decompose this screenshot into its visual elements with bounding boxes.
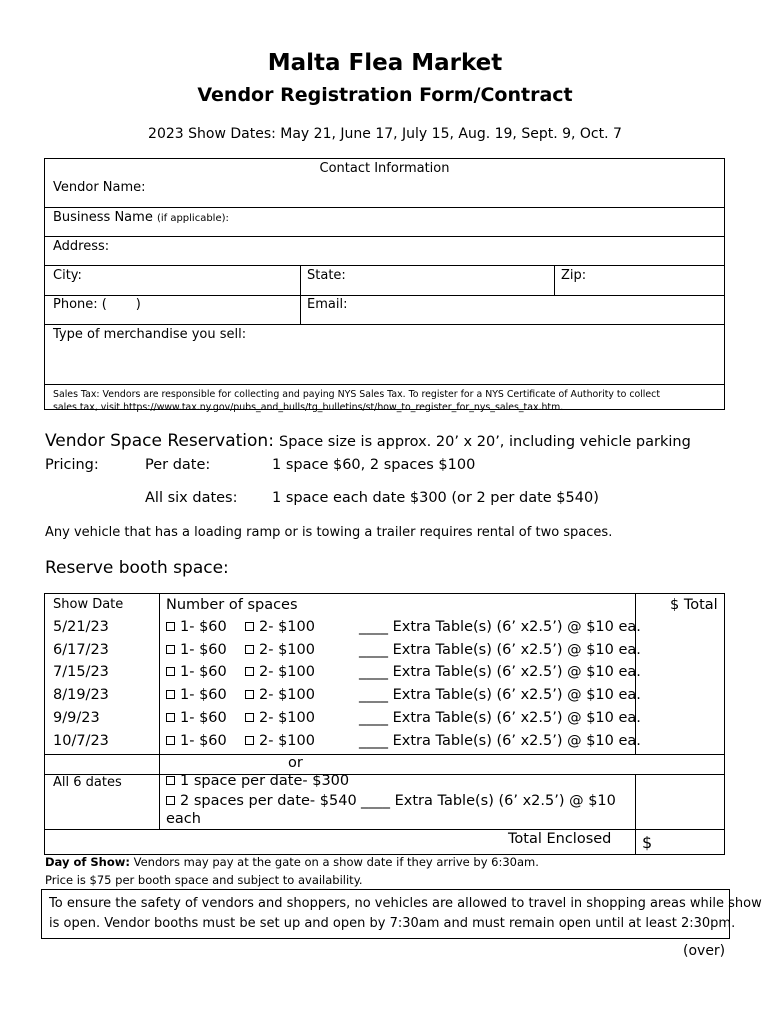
page-subtitle: Vendor Registration Form/Contract: [197, 84, 573, 106]
booth-row-date: 5/21/23: [53, 619, 109, 635]
reservation-heading-line: [45, 431, 691, 451]
safety-line-2: is open. Vendor booths must be set up and open by 7:30am and must remain open until at least 2:30pm.: [49, 916, 736, 931]
booth-row-option-2-label: 2- $100: [259, 709, 315, 726]
vehicle-note: Any vehicle that has a loading ramp or is towing a trailer requires rental of two spaces.: [45, 525, 613, 540]
sales-tax-line-2: sales tax, visit https://www.tax.ny.gov/pubs_and_bulls/tg_bulletins/st/how_to_register_for_nys_sales_tax.htm.: [53, 402, 564, 413]
phone-field[interactable]: Phone: ( ): [53, 297, 141, 312]
booth-row-option-1[interactable]: [166, 642, 227, 658]
checkbox-icon[interactable]: [245, 645, 254, 654]
booth-row-extra-table[interactable]: ____ Extra Table(s) (6’ x2.5’) @ $10 ea.: [359, 709, 641, 726]
day-of-show-text: Vendors may pay at the gate on a show date if they arrive by 6:30am.: [133, 855, 539, 869]
sales-tax-line-1: Sales Tax: Vendors are responsible for collecting and paying NYS Sales Tax. To register for a NYS Certificate of Authority to collect: [53, 389, 661, 400]
email-field[interactable]: Email:: [307, 297, 348, 312]
col-number-of-spaces: Number of spaces: [166, 597, 298, 613]
over-note: (over): [683, 943, 726, 959]
booth-row-option-1-label: 1- $60: [180, 732, 227, 749]
checkbox-icon[interactable]: [245, 736, 254, 745]
checkbox-icon[interactable]: [245, 713, 254, 722]
day-of-show-note: [45, 855, 539, 869]
booth-row-option-1-label: 1- $60: [180, 709, 227, 726]
booth-row-option-1[interactable]: [166, 664, 227, 680]
booth-row-date: 6/17/23: [53, 641, 109, 658]
booth-table: [44, 593, 725, 855]
booth-row-option-2[interactable]: [245, 687, 315, 703]
booth-row-extra-table[interactable]: ____ Extra Table(s) (6’ x2.5’) @ $10 ea.: [359, 687, 641, 704]
col-total: $ Total: [670, 597, 718, 613]
checkbox-icon[interactable]: [166, 736, 175, 745]
checkbox-icon[interactable]: [245, 667, 254, 676]
pricing-label: Pricing:: [45, 457, 99, 473]
booth-row-option-2-label: 2- $100: [259, 732, 315, 749]
business-name-field[interactable]: [53, 210, 229, 225]
booth-heading: Reserve booth space:: [45, 558, 229, 578]
merchandise-field[interactable]: Type of merchandise you sell:: [53, 327, 247, 342]
checkbox-icon[interactable]: [166, 776, 175, 785]
booth-row-option-2-label: 2- $100: [259, 664, 315, 681]
booth-row-option-1-label: 1- $60: [180, 641, 227, 658]
address-field[interactable]: Address:: [53, 239, 110, 254]
all-dates-option-1[interactable]: [166, 773, 349, 789]
all-dates-option-2-label: 2 spaces per date- $540: [180, 793, 357, 809]
checkbox-icon[interactable]: [166, 645, 175, 654]
booth-row-option-2[interactable]: [245, 664, 315, 680]
business-name-label: Business Name: [53, 210, 153, 225]
booth-row-option-1-label: 1- $60: [180, 664, 227, 681]
booth-row-extra-table[interactable]: ____ Extra Table(s) (6’ x2.5’) @ $10 ea.: [359, 664, 641, 681]
or-label: or: [288, 755, 303, 771]
checkbox-icon[interactable]: [245, 622, 254, 631]
booth-row-date: 9/9/23: [53, 709, 100, 726]
business-name-note: (if applicable):: [156, 213, 229, 224]
checkbox-icon[interactable]: [166, 622, 175, 631]
col-show-date: Show Date: [53, 597, 124, 612]
booth-row-date: 8/19/23: [53, 687, 109, 704]
booth-row-extra-table[interactable]: ____ Extra Table(s) (6’ x2.5’) @ $10 ea.: [359, 641, 641, 658]
booth-row-extra-table[interactable]: ____ Extra Table(s) (6’ x2.5’) @ $10 ea.: [359, 732, 641, 749]
price-note: Price is $75 per booth space and subject to availability.: [45, 873, 363, 887]
total-enclosed-label: Total Enclosed: [508, 831, 612, 847]
sales-tax-note: [53, 388, 660, 414]
booth-row-option-1[interactable]: [166, 619, 227, 635]
booth-row-option-2-label: 2- $100: [259, 687, 315, 704]
booth-row-option-1[interactable]: [166, 687, 227, 703]
page-title: Malta Flea Market: [267, 50, 503, 76]
contact-heading: Contact Information: [319, 161, 450, 176]
contact-table: [44, 158, 725, 413]
all-6-dates-label: All 6 dates: [53, 775, 122, 790]
all-dates-option-2[interactable]: [166, 793, 357, 809]
state-field[interactable]: State:: [307, 268, 346, 283]
per-date-price: 1 space $60, 2 spaces $100: [272, 457, 476, 473]
booth-row-option-1[interactable]: [166, 710, 227, 726]
booth-row-option-2[interactable]: [245, 710, 315, 726]
total-dollar-sign: $: [642, 833, 653, 852]
booth-row-date: 10/7/23: [53, 732, 109, 749]
all-dates-price: 1 space each date $300 (or 2 per date $540): [272, 490, 599, 506]
booth-row-extra-table[interactable]: ____ Extra Table(s) (6’ x2.5’) @ $10 ea.: [359, 619, 641, 635]
booth-row-option-1[interactable]: [166, 733, 227, 749]
show-dates: 2023 Show Dates: May 21, June 17, July 15, Aug. 19, Sept. 9, Oct. 7: [148, 126, 622, 142]
zip-field[interactable]: Zip:: [561, 268, 587, 283]
checkbox-icon[interactable]: [166, 713, 175, 722]
per-date-label: Per date:: [145, 457, 211, 473]
each-label: each: [166, 811, 201, 827]
all-dates-extra-table[interactable]: ____ Extra Table(s) (6’ x2.5’) @ $10: [361, 793, 616, 809]
reservation-heading: Vendor Space Reservation:: [45, 431, 274, 451]
city-field[interactable]: City:: [53, 268, 82, 283]
booth-row-option-2[interactable]: [245, 619, 315, 635]
checkbox-icon[interactable]: [166, 690, 175, 699]
checkbox-icon[interactable]: [245, 690, 254, 699]
booth-row-option-2-label: 2- $100: [259, 619, 315, 635]
safety-notice: [41, 889, 762, 939]
booth-row-date: 7/15/23: [53, 664, 109, 681]
booth-row-option-2-label: 2- $100: [259, 641, 315, 658]
checkbox-icon[interactable]: [166, 796, 175, 805]
booth-row-option-1-label: 1- $60: [180, 619, 227, 635]
safety-line-1: To ensure the safety of vendors and shoppers, no vehicles are allowed to travel in shopping areas while show: [49, 896, 762, 911]
vendor-name-field[interactable]: Vendor Name:: [53, 180, 146, 195]
space-size-note: Space size is approx. 20’ x 20’, including vehicle parking: [279, 434, 691, 450]
booth-row-option-2[interactable]: [245, 733, 315, 749]
all-dates-option-1-label: 1 space per date- $300: [180, 773, 350, 789]
day-of-show-label: Day of Show:: [45, 855, 130, 869]
all-dates-label: All six dates:: [145, 490, 238, 506]
booth-row-option-1-label: 1- $60: [180, 687, 227, 704]
checkbox-icon[interactable]: [166, 667, 175, 676]
booth-row-option-2[interactable]: [245, 642, 315, 658]
